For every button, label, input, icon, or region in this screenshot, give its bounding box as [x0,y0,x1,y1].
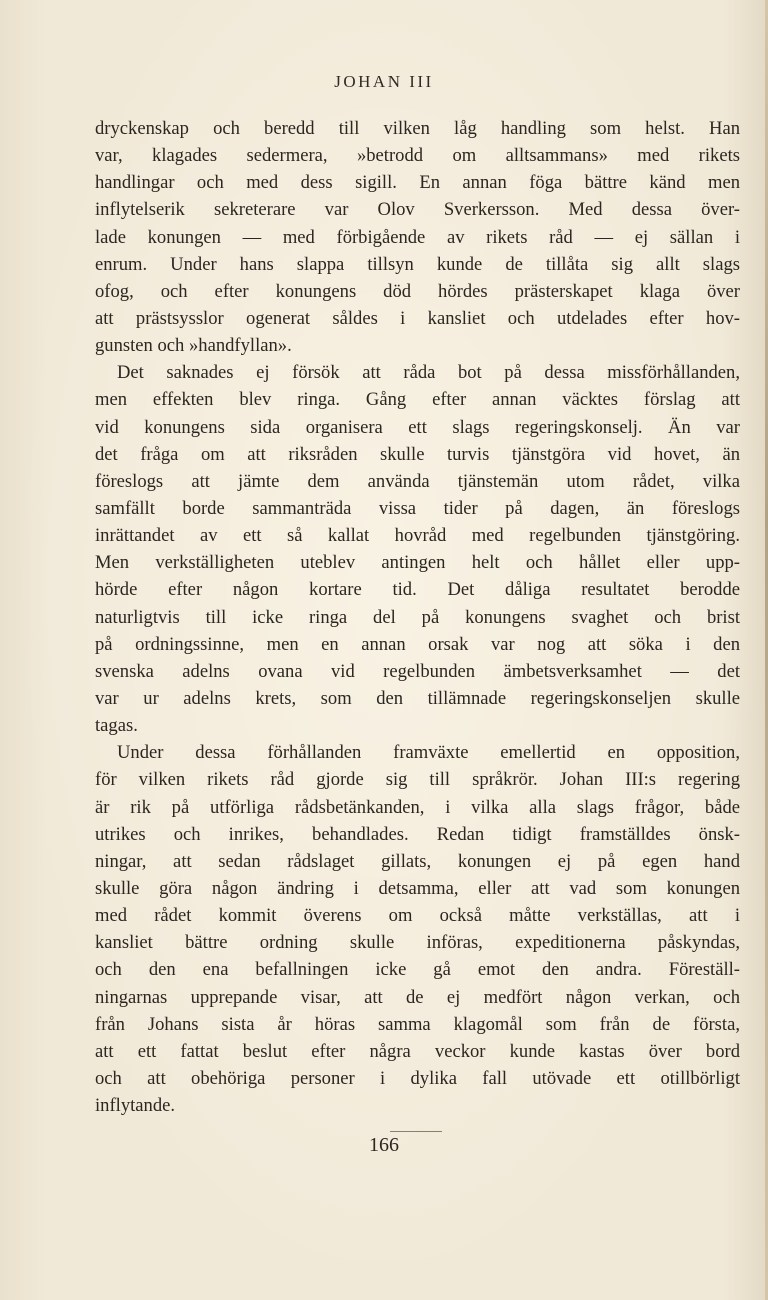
page-number-rule [390,1131,442,1132]
text-line: utrikes och inrikes, behandlades. Redan tidigt framställdes önsk- [95,823,740,845]
text-line: hörde efter någon kortare tid. Det dåliga resultatet berodde [95,579,740,601]
text-line: var, klagades sedermera, »betrodd om alltsammans» med rikets [95,145,740,167]
text-line: Under dessa förhållanden framväxte emellertid en opposition, [117,742,740,764]
text-line: men effekten blev ringa. Gång efter annan väcktes förslag att [95,389,740,411]
text-line: handlingar och med dess sigill. En annan föga bättre känd men [95,172,740,194]
text-line: dryckenskap och beredd till vilken låg handling som helst. Han [95,118,740,139]
text-line: med rådet kommit överens om också måtte verkställas, att i [95,905,740,927]
text-line: inrättandet av ett så kallat hovråd med regelbunden tjänstgöring. [95,525,740,547]
text-line: ningar, att sedan rådslaget gillats, konungen ej på egen hand [95,850,740,872]
text-line: naturligtvis till icke ringa del på konungens svaghet och brist [95,606,740,628]
text-line: inflytelserik sekreterare var Olov Sverkersson. Med dessa över- [95,199,740,221]
page-number: 166 [369,1134,399,1156]
text-line: svenska adelns ovana vid regelbunden ämbetsverksamhet — det [95,660,740,682]
running-head: JOHAN III [334,72,434,91]
text-line: gunsten och »handfyllan». [95,335,292,357]
text-line: och att obehöriga personer i dylika fall utövade ett otillbörligt [95,1067,740,1089]
text-line: på ordningssinne, men en annan orsak var nog att söka i den [95,633,740,655]
text-line: enrum. Under hans slappa tillsyn kunde de tillåta sig allt slags [95,253,740,275]
text-line: Det saknades ej försök att råda bot på dessa missförhållanden, [117,362,740,384]
text-line: lade konungen — med förbigående av rikets råd — ej sällan i [95,226,740,248]
text-line: för vilken rikets råd gjorde sig till språkrör. Johan III:s regering [95,769,740,791]
text-line: ofog, och efter konungens död hördes prästerskapet klaga över [95,280,740,302]
text-line: föreslogs att jämte dem använda tjänstemän utom rådet, vilka [95,470,740,492]
text-line: kansliet bättre ordning skulle införas, expeditionerna påskyndas, [95,932,740,954]
text-line: var ur adelns krets, som den tillämnade regeringskonseljen skulle [95,687,740,709]
paragraph [95,739,740,1119]
text-line: och den ena befallningen icke gå emot den andra. Föreställ- [95,959,740,981]
paragraph [95,359,740,739]
text-line: är rik på utförliga rådsbetänkanden, i vilka alla slags frågor, både [95,796,740,818]
paragraph [95,115,740,359]
text-line: inflytande. [95,1095,176,1117]
text-line: det fråga om att riksråden skulle turvis tjänstgöra vid hovet, än [95,443,740,465]
text-line: vid konungens sida organisera ett slags regeringskonselj. Än var [95,416,740,438]
text-line: från Johans sista år höras samma klagomål som från de första, [95,1013,740,1035]
text-line: att ett fattat beslut efter några veckor kunde kastas över bord [95,1040,740,1062]
text-line: tagas. [95,715,138,737]
text-line: samfällt borde sammanträda vissa tider på dagen, än föreslogs [95,497,740,519]
text-line: ningarnas upprepande visar, att de ej medfört någon verkan, och [95,986,740,1008]
text-line: Men verkställigheten uteblev antingen helt och hållet eller upp- [95,552,740,574]
text-line: skulle göra någon ändring i detsamma, eller att vad som konungen [95,877,740,899]
body-text [95,115,740,1119]
text-line: att prästsysslor ogenerat såldes i kansliet och utdelades efter hov- [95,307,740,329]
